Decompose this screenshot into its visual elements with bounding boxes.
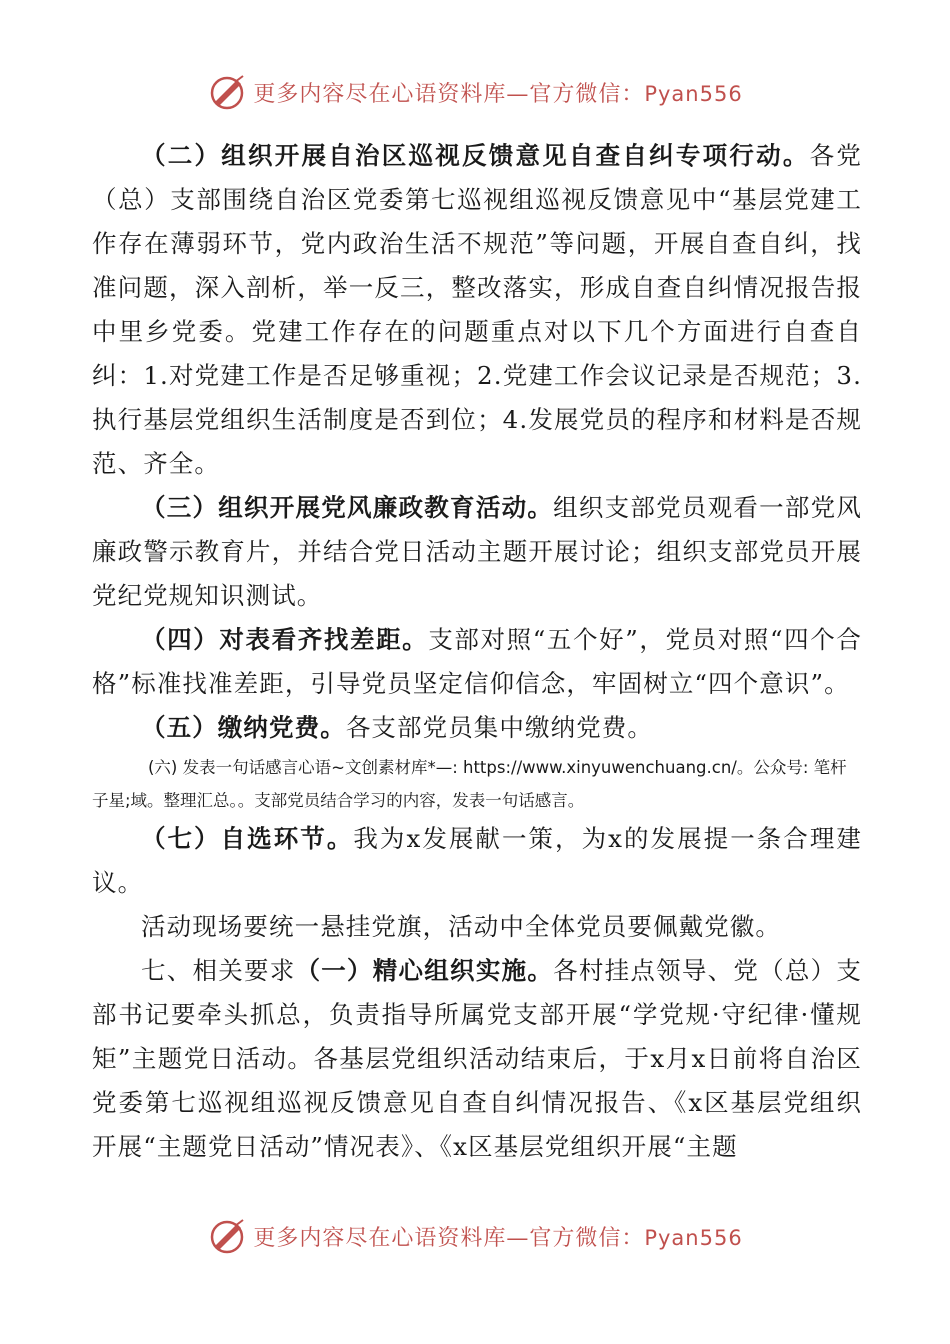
section-prefix: 七、相关要求 — [141, 956, 296, 985]
paragraph-7 — [92, 817, 862, 905]
paragraph-heading: （一）精心组织实施。 — [295, 956, 554, 985]
paragraph-requirements — [92, 949, 862, 1169]
document-body — [92, 134, 862, 1169]
watermark-footer — [0, 1216, 950, 1256]
paragraph-text: 我为x发展献一策，为x的发展提一条合理建议。 — [92, 824, 862, 897]
paragraph-heading: （七）自选环节。 — [141, 824, 354, 853]
watermark-text: 更多内容尽在心语资料库—官方微信： — [253, 81, 645, 107]
paragraph-heading: （三）组织开展党风廉政教育活动。 — [141, 493, 554, 522]
watermark-header — [0, 72, 950, 112]
paragraph-text: 支部对照“五个好”，党员对照“四个合格”标准找准差距，引导党员坚定信仰信念，牢固树立“四个意识”。 — [92, 625, 862, 698]
watermark-wechat-id: Pyan556 — [644, 81, 743, 106]
paragraph-heading: （五）缴纳党费。 — [141, 713, 346, 742]
paragraph-5 — [92, 706, 862, 750]
watermark-text: 更多内容尽在心语资料库—官方微信： — [253, 1225, 645, 1251]
paragraph-text: 组织支部党员观看一部党风廉政警示教育片，并结合党日活动主题开展讨论；组织支部党员开展党纪党规知识测试。 — [92, 493, 862, 610]
watermark-wechat-id: Pyan556 — [644, 1225, 743, 1250]
paragraph-flag-note — [92, 905, 862, 949]
paragraph-text: 活动现场要统一悬挂党旗，活动中全体党员要佩戴党徽。 — [141, 912, 781, 941]
paragraph-2 — [92, 134, 862, 486]
paragraph-4 — [92, 618, 862, 706]
paragraph-text: 各党（总）支部围绕自治区党委第七巡视组巡视反馈意见中“基层党建工作存在薄弱环节，党内政治生活不规范”等问题，开展自查自纠，找准问题，深入剖析，举一反三，整改落实，形成自查自纠情况报告报中里乡党委。党建工作存在的问题重点对以下几个方面进行自查自纠：1.对党建工作是否足够重视；2.党建工作会议记录是否规范；3.执行基层党组织生活制度是否到位；4.发展党员的程序和材料是否规范、齐全。 — [92, 141, 863, 478]
paragraph-6-note: (六) 发表一句话感言心语~文创素材库*—: https://www.xinyuwenchuang.cn/。公众号: 笔杆子星;域。整理汇总。。支部党员结合学习的内容，发表一句话感言。 — [92, 758, 847, 810]
paragraph-3 — [92, 486, 862, 618]
paragraph-text: 各支部党员集中缴纳党费。 — [345, 713, 654, 742]
paragraph-heading: （四）对表看齐找差距。 — [141, 625, 429, 654]
paragraph-text: 各村挂点领导、党（总）支部书记要牵头抓总，负责指导所属党支部开展“学党规·守纪律·懂规矩”主题党日活动。各基层党组织活动结束后，于x月x日前将自治区党委第七巡视组巡视反馈意见自查自纠情况报告、《x区基层党组织开展“主题党日活动”情况表》、《x区基层党组织开展“主题 — [92, 956, 862, 1161]
fountain-pen-logo-icon — [207, 1216, 247, 1256]
paragraph-heading: （二）组织开展自治区巡视反馈意见自查自纠专项行动。 — [141, 141, 810, 170]
fountain-pen-logo-icon — [207, 72, 247, 112]
